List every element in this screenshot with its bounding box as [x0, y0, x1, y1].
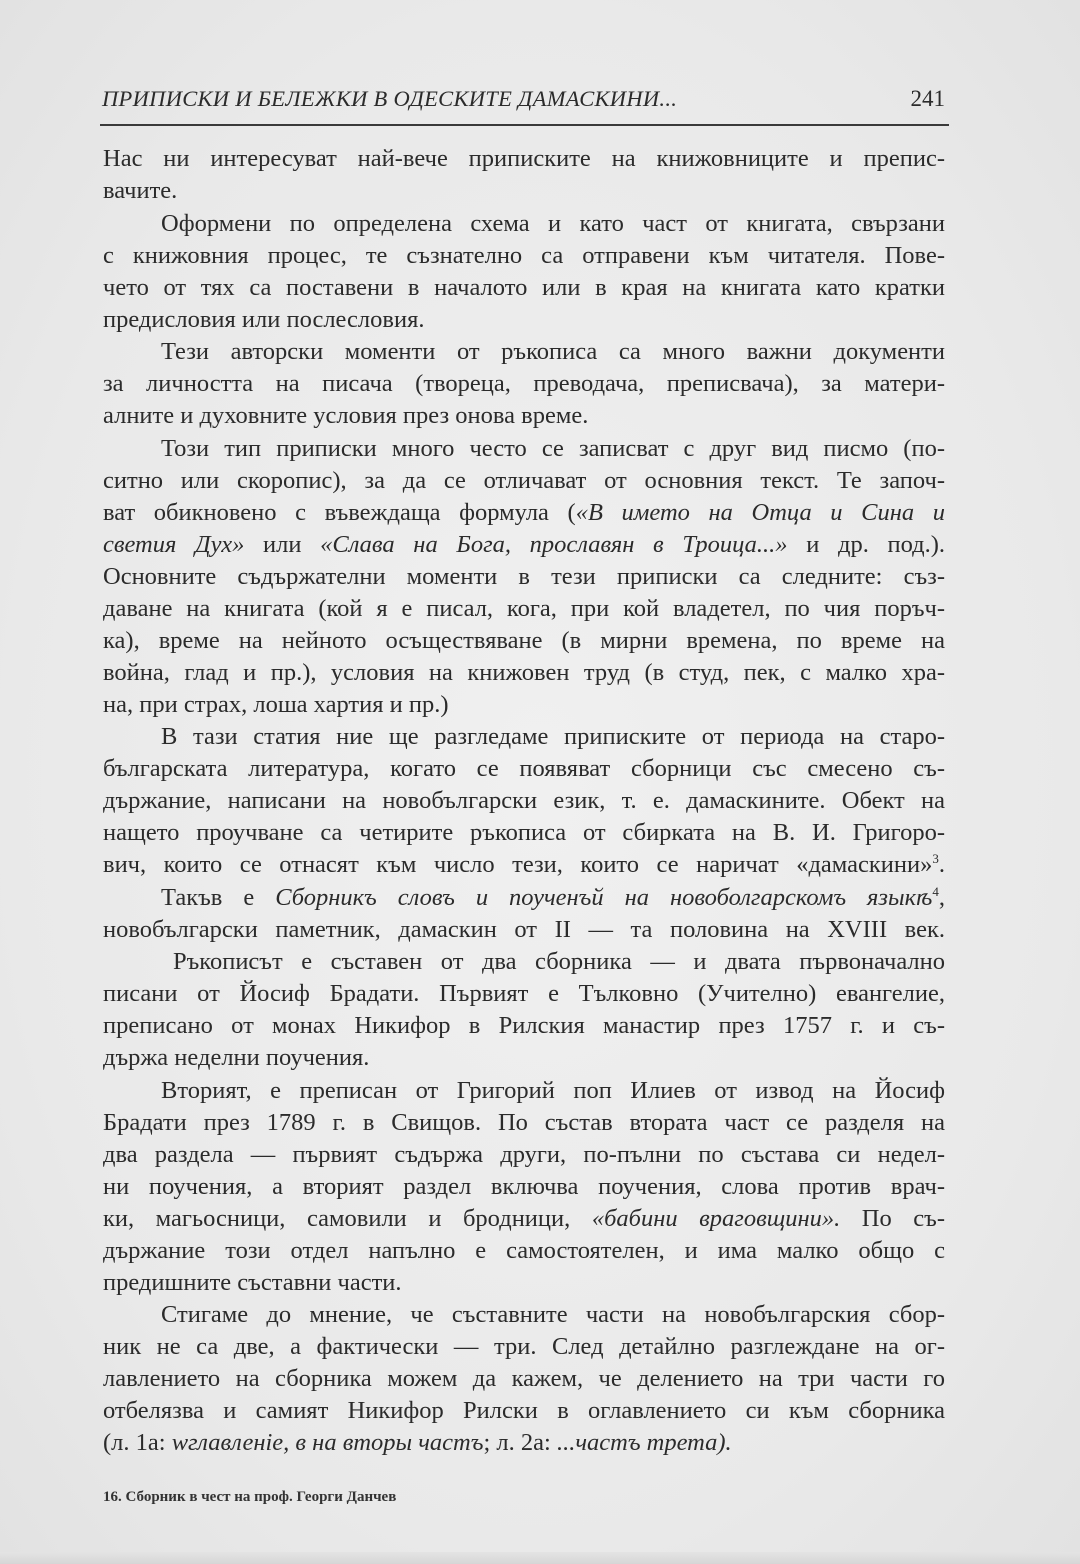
text-line	[103, 914, 945, 946]
italic-text: wглавленiе, в на вторы частъ	[171, 1429, 484, 1456]
text-line	[103, 625, 945, 657]
text: война, глад и пр.), условия на книжовен труд (в студ, пек, с малко хра-	[103, 658, 945, 686]
paragraph	[103, 143, 945, 207]
italic-text: «Слава на Бога, прославян в Троица...»	[320, 530, 788, 558]
paragraph	[103, 1075, 945, 1299]
paragraph	[103, 208, 945, 336]
text-line	[103, 240, 945, 272]
paragraph	[103, 1299, 945, 1459]
text: преписано от монах Никифор в Рилския манастир през 1757 г. и съ-	[103, 1012, 945, 1039]
text: ,	[938, 883, 945, 911]
text: българската литература, когато се появяват сборници със смесено съ-	[103, 755, 945, 782]
text-line	[103, 753, 945, 785]
text-line	[103, 1267, 945, 1299]
text: нащето проучване са четирите ръкописа от сбирката на В. И. Григоро-	[103, 819, 945, 846]
text: предисловия или послесловия.	[103, 305, 425, 333]
text: В тази статия ние ще разгледаме приписките от периода на старо-	[161, 723, 945, 750]
text: Оформени по определена схема и като част от книгата, свързани	[161, 209, 945, 237]
text: писани от Йосиф Брадати. Първият е Тълковно (Учително) евангелие,	[103, 980, 945, 1007]
text-line	[103, 785, 945, 817]
text: чето от тях са поставени в началото или в края на книгата като кратки	[103, 273, 945, 301]
text-line	[103, 1075, 945, 1107]
text: Брадати през 1789 г. в Свищов. По състав втората част се разделя на	[103, 1108, 945, 1136]
text: или	[244, 530, 321, 558]
text-line	[103, 1107, 945, 1139]
text: По съ-	[840, 1204, 945, 1232]
text-line	[103, 657, 945, 689]
italic-text: «бабини враговщини».	[591, 1204, 841, 1232]
text: Вторият, е преписан от Григорий поп Илиев от извод на Йосиф	[161, 1076, 945, 1104]
text: Нас ни интересуват най-вече приписките на книжовниците и препис-	[103, 145, 945, 172]
text-line	[103, 1010, 945, 1042]
text-line	[103, 272, 945, 304]
text-line	[103, 336, 945, 368]
text: на, при страх, лоша хартия и пр.)	[103, 690, 449, 718]
text-line	[103, 593, 945, 625]
text: ; л. 2а:	[483, 1429, 557, 1456]
text: (л. 1а:	[103, 1429, 172, 1456]
text: държание този отдел напълно е самостоятелен, и има малко общо с	[103, 1236, 945, 1264]
text-line	[103, 1299, 945, 1331]
text: ка), време на нейното осъществяване (в мирни времена, по време на	[103, 626, 945, 654]
text: Основните съдържателни моменти в тези приписки са следните: съз-	[103, 562, 945, 590]
text: алните и духовните условия през онова време.	[103, 402, 589, 429]
text: лавлението на сборника можем да кажем, че делението на три части го	[103, 1365, 945, 1392]
paragraph	[103, 721, 945, 881]
paragraph	[103, 882, 945, 946]
text-line	[103, 1203, 945, 1235]
text: Такъв е	[161, 883, 276, 911]
text: ки, магьосници, самовили и бродници,	[103, 1204, 592, 1232]
text: даване на книгата (кой я е писал, кога, при кой владетел, по чия поръч-	[103, 594, 945, 622]
footnote-ref: 3	[932, 850, 939, 866]
text: Този тип приписки много често се записват с друг вид писмо (по-	[161, 434, 945, 462]
text-line	[103, 561, 945, 593]
text: ситно или скоропис), за да се отличават от основния текст. Те започ-	[103, 466, 945, 494]
text-line	[103, 1139, 945, 1171]
text: отбелязва и самият Никифор Рилски в оглавлението си към сборника	[103, 1397, 945, 1424]
text: ват обикновено с въвеждаща формула (	[103, 498, 576, 526]
text: ни поучения, а вторият раздел включва поучения, слова против врач-	[103, 1172, 945, 1200]
text-line	[103, 978, 945, 1010]
footnote-ref: 4	[932, 883, 939, 899]
text-line	[103, 1427, 945, 1459]
text-line	[103, 1171, 945, 1203]
text-line	[103, 689, 945, 721]
text-line	[103, 1042, 945, 1074]
text-line	[103, 817, 945, 849]
text-line	[103, 849, 945, 881]
header-rule	[100, 124, 949, 126]
italic-text: ...частъ трета).	[556, 1429, 732, 1456]
text-line	[103, 465, 945, 497]
italic-text: «В името на Отца и Сина и	[575, 498, 945, 526]
text: Тези авторски моменти от ръкописа са много важни документи	[161, 338, 945, 365]
running-title: ПРИПИСКИ И БЕЛЕЖКИ В ОДЕСКИТЕ ДАМАСКИНИ...	[102, 86, 678, 111]
text-line	[103, 946, 945, 978]
text: Ръкописът е съставен от два сборника — и двата първоначално	[173, 948, 945, 975]
text-line	[103, 400, 945, 432]
text-line	[103, 497, 945, 529]
paragraph	[103, 433, 945, 721]
text: предишните съставни части.	[103, 1268, 402, 1296]
text-line	[103, 1235, 945, 1267]
page-number: 241	[910, 86, 945, 111]
paragraph	[103, 946, 945, 1074]
italic-text: Сборникъ словъ и поученъй на новоболгарскомъ языкѣ	[275, 883, 933, 911]
text: .	[938, 851, 945, 878]
paragraph	[103, 336, 945, 432]
signature-footer: 16. Сборник в чест на проф. Георги Данчев	[103, 1489, 397, 1505]
text-line	[103, 882, 945, 914]
text-line	[103, 529, 945, 561]
text: вич, които се отнасят към число тези, които се наричат «дамаскини»	[103, 851, 933, 878]
text-line	[103, 368, 945, 400]
text-line	[103, 304, 945, 336]
italic-text: светия Дух»	[103, 530, 245, 558]
text-line	[103, 1395, 945, 1427]
text: Стигаме до мнение, че съставните части на новобългарския сбор-	[161, 1301, 945, 1328]
text-line	[103, 1331, 945, 1363]
text-line	[103, 721, 945, 753]
text-line	[103, 1363, 945, 1395]
text-line	[103, 433, 945, 465]
text: новобългарски паметник, дамаскин от II — та половина на XVIII век.	[103, 915, 945, 943]
text: държа неделни поучения.	[103, 1044, 370, 1071]
text: за личността на писача (твореца, преводача, преписвача), за матери-	[103, 370, 945, 397]
text: ник не са две, а фактически — три. След детайлно разглеждане на ог-	[103, 1333, 945, 1360]
page-edge	[0, 1552, 1080, 1564]
text: държание, написани на новобългарски език, т. е. дамаскините. Обект на	[103, 787, 945, 814]
text: с книжовния процес, те съзнателно са отправени към читателя. Пове-	[103, 241, 945, 269]
text: и др. под.).	[787, 530, 946, 558]
text: вачите.	[103, 177, 178, 204]
text-line	[103, 208, 945, 240]
body-text	[103, 143, 945, 1460]
text-line	[103, 143, 945, 175]
text: два раздела — първият съдържа други, по-пълни по състава си недел-	[103, 1140, 945, 1168]
text-line	[103, 175, 945, 207]
running-header	[102, 86, 947, 122]
